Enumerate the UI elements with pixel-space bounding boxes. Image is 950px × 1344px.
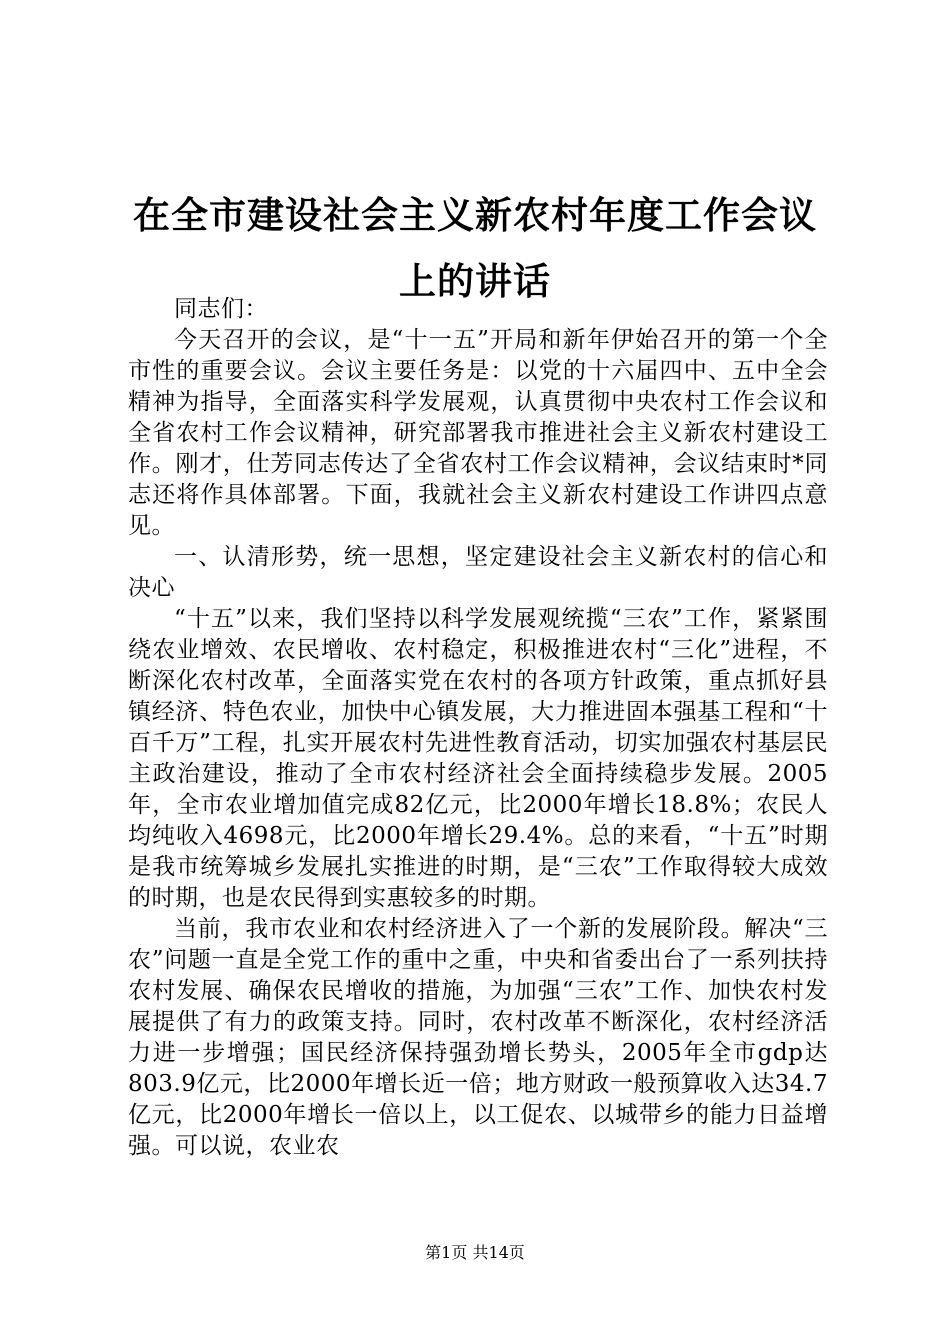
document-body [128, 294, 828, 1162]
page-number-footer: 第1页 共14页 [425, 1243, 525, 1262]
salutation: 同志们： [174, 296, 268, 322]
paragraph-opening: 今天召开的会议，是“十一五”开局和新年伊始召开的第一个全市性的重要会议。会议主要任务是：以党的十六届四中、五中全会精神为指导，全面落实科学发展观，认真贯彻中央农村工作会议和全省农村工作会议精神，研究部署我市推进社会主义新农村建设工作。刚才，仕芳同志传达了全省农村工作会议精神，会议结束时*同志还将作具体部署。下面，我就社会主义新农村建设工作讲四点意见。 [128, 327, 828, 539]
section-heading-1: 一、认清形势，统一思想，坚定建设社会主义新农村的信心和决心 [128, 544, 828, 601]
paragraph-achievements: “十五”以来，我们坚持以科学发展观统揽“三农”工作，紧紧围绕农业增效、农民增收、农村稳定，积极推进农村“三化”进程，不断深化农村改革，全面落实党在农村的各项方针政策，重点抓好县镇经济、特色农业，加快中心镇发展，大力推进固本强基工程和“十百千万”工程，扎实开展农村先进性教育活动，切实加强农村基层民主政治建设，推动了全市农村经济社会全面持续稳步发展。2005年，全市农业增加值完成82亿元，比2000年增长18.8%；农民人均纯收入4698元，比2000年增长29.4%。总的来看，“十五”时期是我市统筹城乡发展扎实推进的时期，是“三农”工作取得较大成效的时期，也是农民得到实惠较多的时期。 [128, 606, 828, 911]
document-title: 在全市建设社会主义新农村年度工作会议上的讲话 [133, 193, 817, 303]
paragraph-current-situation: 当前，我市农业和农村经济进入了一个新的发展阶段。解决“三农”问题一直是全党工作的重中之重，中央和省委出台了一系列扶持农村发展、确保农民增收的措施，为加强“三农”工作、加快农村发展提供了有力的政策支持。同时，农村改革不断深化，农村经济活力进一步增强；国民经济保持强劲增长势头，2005年全市gdp达803.9亿元，比2000年增长近一倍；地方财政一般预算收入达34.7亿元，比2000年增长一倍以上，以工促农、以城带乡的能力日益增强。可以说，农业农 [128, 916, 828, 1159]
